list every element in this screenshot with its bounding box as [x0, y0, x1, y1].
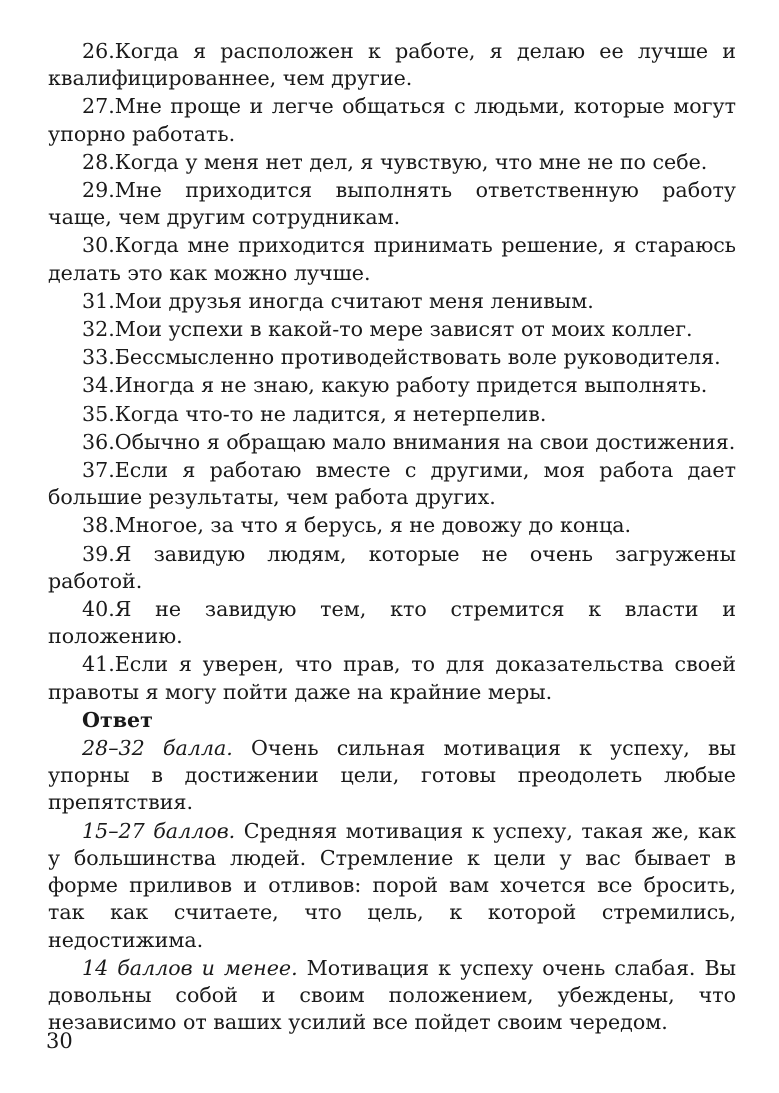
- page-content: [48, 38, 736, 1037]
- question-item-38: 38.Многое, за что я берусь, я не довожу до конца.: [82, 513, 632, 538]
- result-medium: [48, 818, 736, 954]
- question-item-30: 30.Когда мне приходится принимать решение, я стараюсь делать это как можно лучше.: [48, 233, 736, 285]
- result-medium-text: Средняя мотивация к успеху, такая же, как у большинства людей. Стремление к цели у вас бывает в форме приливов и отливов: порой вам хочется все бросить, так как считаете, что цель, к которой стремились, недостижима.: [48, 818, 736, 952]
- result-medium-range: 15–27 баллов.: [82, 818, 236, 843]
- result-high-text: Очень сильная мотивация к успеху, вы упорны в достижении цели, готовы преодолеть любые препятствия.: [48, 736, 737, 815]
- question-item-36: 36.Обычно я обращаю мало внимания на свои достижения.: [82, 429, 736, 454]
- question-item-35: 35.Когда что-то не ладится, я нетерпелив.: [82, 401, 547, 426]
- question-item-28: 28.Когда у меня нет дел, я чувствую, что мне не по себе.: [82, 149, 708, 174]
- question-item-39: 39.Я завидую людям, которые не очень загружены работой.: [48, 541, 736, 593]
- question-item-40: 40.Я не завидую тем, кто стремится к власти и положению.: [48, 597, 736, 649]
- result-low: [48, 955, 736, 1037]
- question-item-32: 32.Мои успехи в какой-то мере зависят от моих коллег.: [82, 317, 693, 342]
- question-item-31: 31.Мои друзья иногда считают меня ленивым.: [82, 288, 594, 313]
- result-high-range: 28–32 балла.: [82, 736, 233, 761]
- question-item-26: 26.Когда я расположен к работе, я делаю ее лучше и квалифицированнее, чем другие.: [48, 39, 736, 91]
- question-item-29: 29.Мне приходится выполнять ответственную работу чаще, чем другим сотрудникам.: [48, 178, 736, 230]
- answer-heading: Ответ: [82, 707, 153, 732]
- question-item-37: 37.Если я работаю вместе с другими, моя работа дает большие результаты, чем работа других.: [48, 458, 736, 510]
- question-item-41: 41.Если я уверен, что прав, то для доказательства своей правоты я могу пойти даже на крайние меры.: [48, 652, 736, 704]
- question-item-34: 34.Иногда я не знаю, какую работу придется выполнять.: [82, 373, 708, 398]
- result-high: [48, 735, 736, 817]
- result-low-range: 14 баллов и менее.: [82, 955, 298, 980]
- question-item-27: 27.Мне проще и легче общаться с людьми, которые могут упорно работать.: [48, 94, 736, 146]
- result-low-text: Мотивация к успеху очень слабая. Вы довольны собой и своим положением, убеждены, что независимо от ваших усилий все пойдет своим чередом.: [48, 955, 736, 1035]
- question-item-33: 33.Бессмысленно противодействовать воле руководителя.: [82, 345, 721, 370]
- page-number: 30: [46, 1029, 73, 1053]
